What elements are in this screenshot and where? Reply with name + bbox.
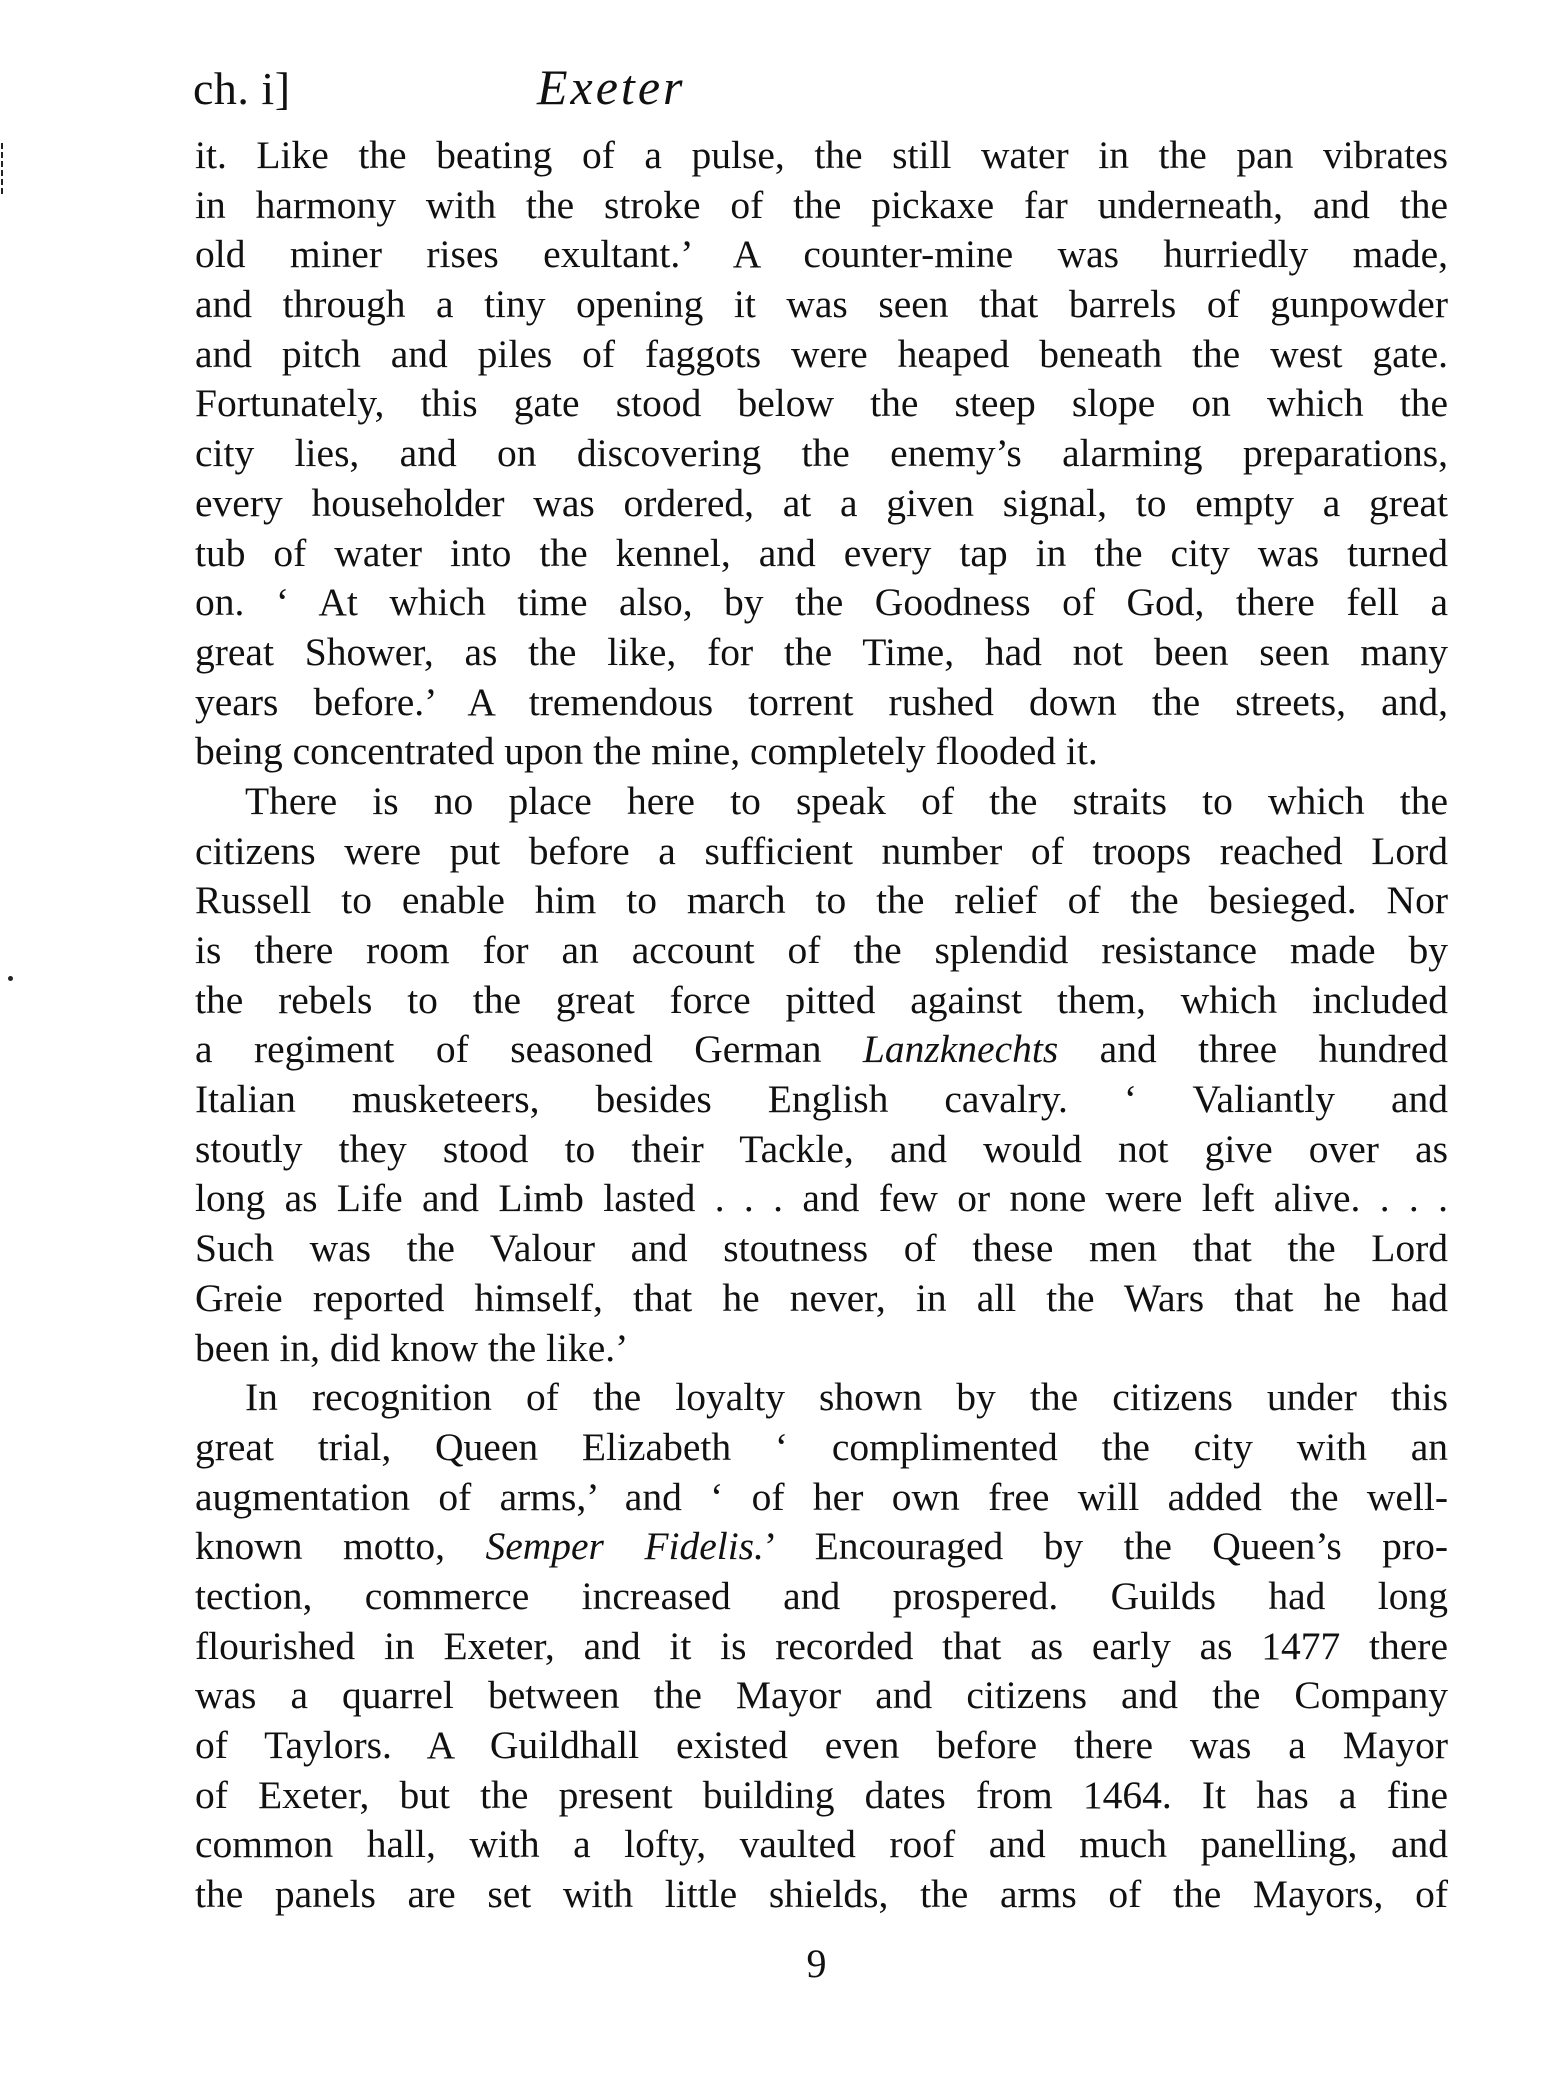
text-line: on. ‘ At which time also, by the Goodness of God, there fell a	[195, 580, 1448, 625]
paragraph	[195, 131, 1448, 777]
paragraph	[195, 1373, 1448, 1920]
text-line	[195, 1522, 1448, 1572]
scan-artifact-mark	[1, 143, 3, 195]
text-line: city lies, and on discovering the enemy’s alarming preparations,	[195, 431, 1448, 476]
text-line: great trial, Queen Elizabeth ‘ complimented the city with an	[195, 1424, 1448, 1469]
text-line: Such was the Valour and stoutness of these men that the Lord	[195, 1226, 1448, 1271]
text-line	[195, 1025, 1448, 1075]
text-line: the panels are set with little shields, the arms of the Mayors, of	[195, 1872, 1448, 1917]
text-line: tection, commerce increased and prospered. Guilds had long	[195, 1573, 1448, 1618]
text-line: in harmony with the stroke of the pickaxe far underneath, and the	[195, 182, 1448, 227]
text-line: citizens were put before a sufficient number of troops reached Lord	[195, 828, 1448, 873]
text-line: Italian musketeers, besides English cavalry. ‘ Valiantly and	[195, 1077, 1448, 1122]
text-span: ’ Encouraged by the Queen’s pro-	[763, 1524, 1448, 1569]
text-line: is there room for an account of the splendid resistance made by	[195, 928, 1448, 972]
running-header	[195, 58, 1448, 128]
text-line: In recognition of the loyalty shown by the citizens under this	[245, 1375, 1448, 1420]
text-line: years before.’ A tremendous torrent rushed down the streets, and,	[195, 679, 1448, 724]
text-line: and through a tiny opening it was seen that barrels of gunpowder	[195, 282, 1448, 327]
text-line: it. Like the beating of a pulse, the still water in the pan vibrates	[195, 133, 1448, 177]
text-line: tub of water into the kennel, and every tap in the city was turned	[195, 530, 1448, 575]
paragraph	[195, 777, 1448, 1373]
text-line: Fortunately, this gate stood below the steep slope on which the	[195, 381, 1448, 426]
text-line: augmentation of arms,’ and ‘ of her own free will added the well-	[195, 1474, 1448, 1519]
text-line: the rebels to the great force pitted against them, which included	[195, 977, 1448, 1022]
text-line: of Taylors. A Guildhall existed even before there was a Mayor	[195, 1723, 1448, 1767]
text-line: long as Life and Limb lasted . . . and few or none were left alive. . . .	[195, 1176, 1448, 1221]
text-line: There is no place here to speak of the straits to which the	[245, 778, 1448, 823]
italic-term: Semper Fidelis.	[485, 1524, 764, 1569]
text-line: Greie reported himself, that he never, in all the Wars that he had	[195, 1275, 1448, 1320]
text-line: was a quarrel between the Mayor and citizens and the Company	[195, 1673, 1448, 1718]
text-line: Russell to enable him to march to the relief of the besieged. Nor	[195, 878, 1448, 923]
running-title: Exeter	[537, 59, 686, 115]
text-line: stoutly they stood to their Tackle, and would not give over as	[195, 1126, 1448, 1171]
chapter-reference: ch. i]	[193, 63, 291, 114]
text-span: a regiment of seasoned German	[195, 1027, 863, 1072]
text-line: and pitch and piles of faggots were heaped beneath the west gate.	[195, 331, 1448, 376]
text-line: being concentrated upon the mine, completely flooded it.	[195, 729, 1098, 774]
text-line: great Shower, as the like, for the Time, had not been seen many	[195, 629, 1448, 674]
italic-term: Lanzknechts	[862, 1027, 1059, 1072]
text-line: old miner rises exultant.’ A counter-mine was hurriedly made,	[195, 232, 1448, 277]
text-line: flourished in Exeter, and it is recorded that as early as 1477 there	[195, 1623, 1448, 1668]
text-line: common hall, with a lofty, vaulted roof and much panelling, and	[195, 1822, 1448, 1867]
text-line: every householder was ordered, at a given signal, to empty a great	[195, 480, 1448, 525]
page-number: 9	[806, 1941, 827, 1986]
text-line: of Exeter, but the present building dates from 1464. It has a fine	[195, 1772, 1448, 1817]
text-span: known motto,	[195, 1524, 486, 1569]
text-line: been in, did know the like.’	[195, 1325, 629, 1370]
body-text	[195, 131, 1448, 1920]
text-span: and three hundred	[1058, 1027, 1448, 1072]
scan-artifact-dot	[8, 976, 13, 981]
